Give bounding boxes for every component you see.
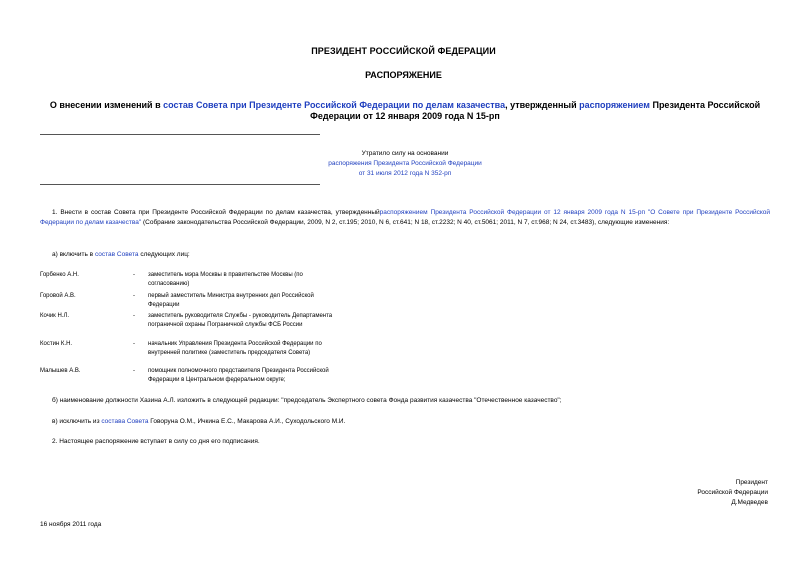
lost-force-link[interactable]: распоряжения Президента Российской Федерации bbox=[328, 160, 482, 167]
member-name: Малышев А.В. bbox=[40, 368, 81, 374]
member-position: помощник полномочного представителя Президента Российской Федерации в Центральном федеральном округе; bbox=[148, 368, 329, 383]
member-dash: - bbox=[133, 368, 135, 374]
item-a-link-council[interactable]: состав Совета bbox=[94, 251, 139, 258]
member-dash: - bbox=[133, 313, 135, 319]
member-name: Горбенко А.Н. bbox=[40, 272, 79, 278]
signature-title: Президент bbox=[735, 479, 768, 486]
member-position: заместитель мэра Москвы в правительстве Москвы (по согласованию) bbox=[148, 272, 303, 287]
item-c-text-1: в) исключить из bbox=[52, 418, 102, 425]
lost-force-line-1: Утратило силу на основании bbox=[361, 150, 449, 157]
member-dash: - bbox=[133, 341, 135, 347]
title-link-order[interactable]: распоряжением bbox=[579, 100, 650, 110]
item-a-text-1: а) включить в bbox=[52, 251, 95, 258]
divider-top bbox=[40, 134, 320, 135]
title-text-3: Президента Российской Федерации от 12 января 2009 года N 15-рп bbox=[310, 100, 761, 121]
member-name: Костин К.Н. bbox=[40, 341, 73, 347]
item-a bbox=[52, 250, 190, 260]
paragraph-1 bbox=[40, 208, 770, 228]
item-a-text-2: следующих лиц: bbox=[138, 251, 190, 258]
item-b: б) наименование должности Хазина А.Л. изложить в следующей редакции: "председатель Экспертного совета Фонда развития казачества "Отечественное казачество"; bbox=[52, 397, 562, 404]
paragraph-1-link-order[interactable]: распоряжением Президента Российской Федерации от 12 января 2009 года N 15-рп "О Совете при Президенте Российской Федерации по делам казачества" bbox=[40, 209, 770, 226]
title-text-1: О внесении изменений в bbox=[49, 100, 164, 110]
item-c-link-council[interactable]: состава Совета bbox=[101, 418, 149, 425]
header-president: ПРЕЗИДЕНТ РОССИЙСКОЙ ФЕДЕРАЦИИ bbox=[311, 46, 496, 56]
member-name: Горовой А.В. bbox=[40, 293, 76, 299]
document-date: 16 ноября 2011 года bbox=[40, 521, 102, 528]
lost-force-note bbox=[300, 149, 510, 179]
member-dash: - bbox=[133, 272, 135, 278]
header-doc-type: РАСПОРЯЖЕНИЕ bbox=[365, 70, 442, 80]
item-c bbox=[52, 417, 345, 427]
item-c-text-2: Говоруна О.М., Ичкина Е.С., Макарова А.И., Суходольского М.И. bbox=[148, 418, 346, 425]
paragraph-2: 2. Настоящее распоряжение вступает в силу со дня его подписания. bbox=[52, 438, 260, 445]
divider-bottom bbox=[40, 184, 320, 185]
document-title bbox=[40, 100, 770, 122]
paragraph-1-text-1: 1. Внести в состав Совета при Президенте Российской Федерации по делам казачества, утвержденный bbox=[52, 209, 380, 216]
title-text-2: , утвержденный bbox=[505, 100, 580, 110]
member-position: заместитель руководителя Службы - руководитель Департамента пограничной охраны Пограничной службы ФСБ России bbox=[148, 313, 333, 328]
member-dash: - bbox=[133, 293, 135, 299]
title-link-council-composition[interactable]: состав Совета при Президенте Российской Федерации по делам казачества bbox=[163, 100, 506, 110]
member-position: начальник Управления Президента Российской Федерации по внутренней политике (заместитель председателя Совета) bbox=[148, 341, 322, 356]
lost-force-link-date[interactable]: от 31 июля 2012 года N 352-рп bbox=[358, 170, 452, 177]
signature-name: Д.Медведев bbox=[731, 499, 768, 506]
member-position: первый заместитель Министра внутренних дел Российской Федерации bbox=[148, 293, 314, 308]
paragraph-1-text-2: (Собрание законодательства Российской Федерации, 2009, N 2, ст.195; 2010, N 6, ст.641; N 18, ст.2232; N 40, ст.5061; 2011, N 7, ст.968; N 24, ст.3483), следующие изменения: bbox=[141, 219, 670, 226]
member-name: Кочик Н.Л. bbox=[40, 313, 70, 319]
signature-country: Российской Федерации bbox=[697, 489, 768, 496]
